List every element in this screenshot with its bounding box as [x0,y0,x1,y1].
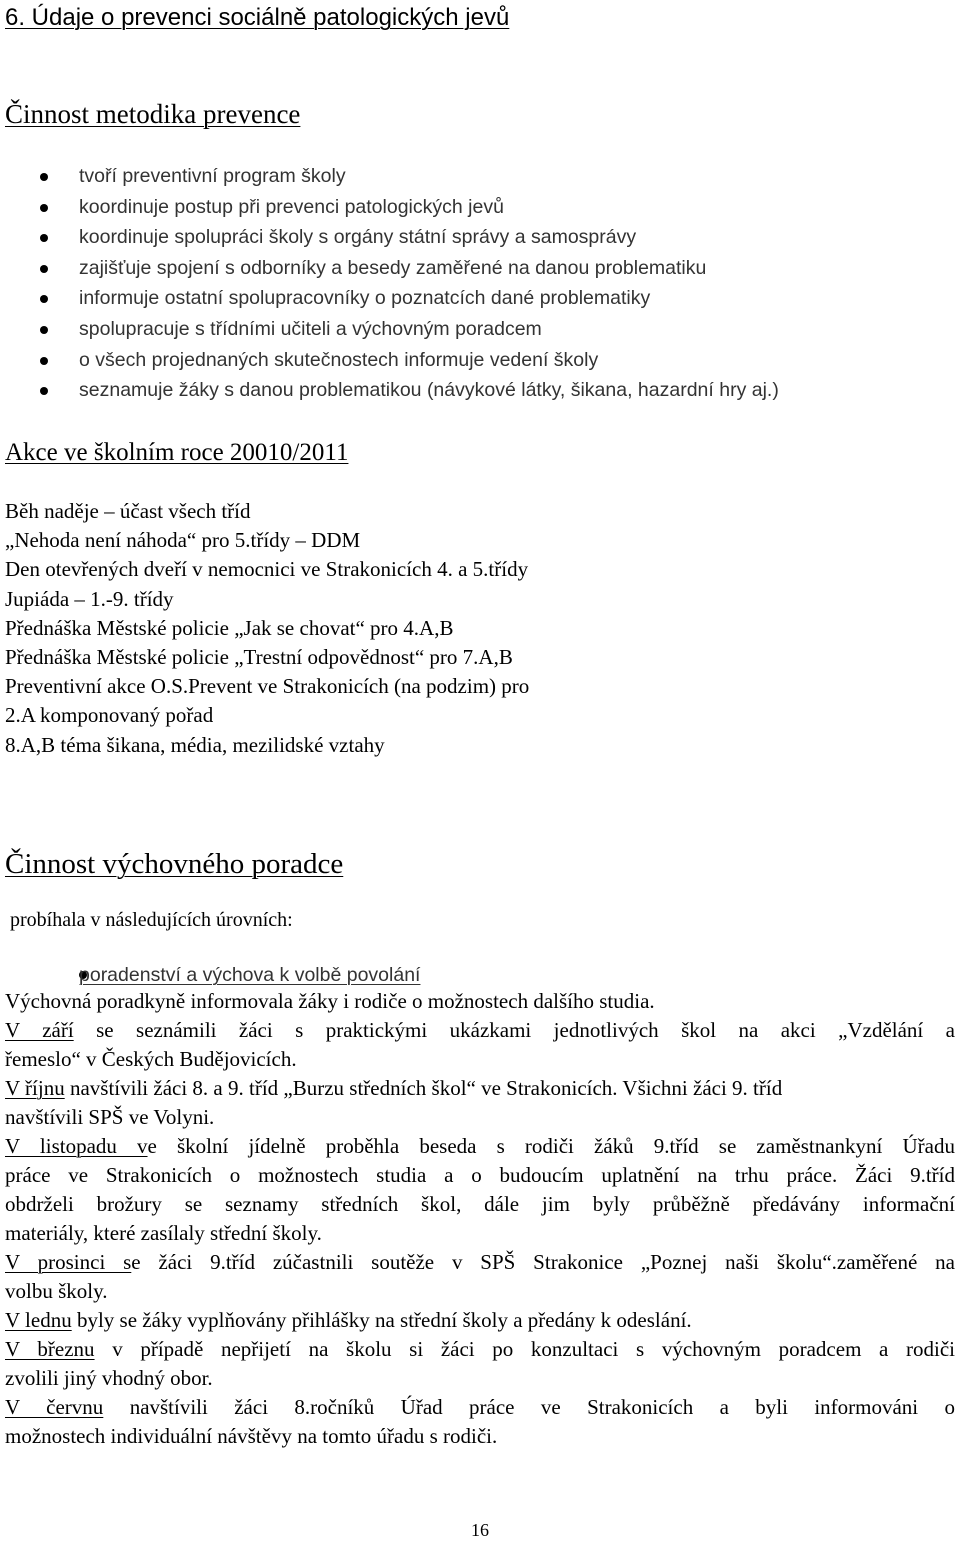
paragraph-line: V prosinci se žáci 9.tříd zúčastnili soutěže v SPŠ Strakonice „Poznej naši školu“.zaměřené na [5,1250,955,1274]
paragraph-line: V listopadu ve školní jídelně proběhla beseda s rodiči žáků 9.tříd se zaměstnankyní Úřadu [5,1134,955,1158]
akce-line: Jupiáda – 1.-9. třídy [5,586,174,611]
bullet-icon [40,387,48,395]
page-number: 16 [471,1520,489,1540]
document-title: 6. Údaje o prevenci sociálně patologických jevů [5,4,510,31]
paragraph-line: navštívili SPŠ ve Volyni. [5,1105,215,1129]
vychovny-paragraphs [5,987,955,1451]
paragraph-line: materiály, které zasílaly střední školy. [5,1221,322,1245]
akce-line: Běh naděje – účast všech tříd [5,499,251,523]
section-heading-vychovny: Činnost výchovného poradce [5,848,344,880]
akce-line: Preventivní akce O.S.Prevent ve Strakonicích (na podzim) pro [5,674,530,699]
list-item: o všech projednaných skutečnostech informuje vedení školy [0,345,960,376]
bullet-icon [40,326,48,334]
vychovny-bullet [0,960,960,990]
list-item: seznamuje žáky s danou problematikou (návykové látky, šikana, hazardní hry aj.) [0,375,960,406]
bullet-icon [40,173,48,181]
paragraph-line: obdrželi brožury se seznamy středních škol, dále jim byly průběžně předávány informační [5,1192,955,1216]
akce-line: Přednáška Městské policie „Jak se chovat“ pro 4.A,B [5,615,454,640]
vychovny-bullet-text: poradenství a výchova k volbě povolání [79,964,421,986]
list-item: zajišťuje spojení s odborníky a besedy zaměřené na danou problematiku [0,253,960,284]
list-item: spolupracuje s třídními učiteli a výchovným poradcem [0,314,960,345]
akce-line: 2.A komponovaný pořad [5,703,214,728]
bullet-icon [40,204,48,212]
metodik-duties-list [0,161,960,406]
akce-list [5,497,955,760]
paragraph-line: Výchovná poradkyně informovala žáky i rodiče o možnostech dalšího studia. [5,989,655,1013]
bullet-icon [40,265,48,273]
akce-line: Den otevřených dveří v nemocnici ve Strakonicích 4. a 5.třídy [5,557,529,582]
list-item: informuje ostatní spolupracovníky o poznatcích dané problematiky [0,283,960,314]
paragraph-line: práce ve Strakonicích o možnostech studia a o budoucím uplatnění na trhu práce. Žáci 9.tříd [5,1163,955,1187]
vychovny-intro: probíhala v následujících úrovních: [10,909,293,931]
list-item: tvoří preventivní program školy [0,161,960,192]
section-heading-akce: Akce ve školním roce 20010/2011 [5,439,349,466]
paragraph-line: možnostech individuální návštěvy na tomto úřadu s rodiči. [5,1424,498,1448]
list-item: koordinuje spolupráci školy s orgány státní správy a samosprávy [0,222,960,253]
list-item: koordinuje postup při prevenci patologických jevů [0,192,960,223]
akce-line: Přednáška Městské policie „Trestní odpovědnost“ pro 7.A,B [5,644,513,669]
akce-line: „Nehoda není náhoda“ pro 5.třídy – DDM [5,528,361,553]
paragraph-line: V červnu navštívili žáci 8.ročníků Úřad práce ve Strakonicích a byli informováni o [5,1395,956,1419]
paragraph-line: V září se seznámili žáci s praktickými ukázkami jednotlivých škol na akci „Vzdělání a [5,1018,955,1042]
akce-line: 8.A,B téma šikana, média, mezilidské vztahy [5,732,385,757]
section-heading-metodik: Činnost metodika prevence [5,99,301,129]
bullet-icon [40,234,48,242]
paragraph-line: zvolili jiný vhodný obor. [5,1366,213,1390]
bullet-icon [40,295,48,303]
paragraph-line: řemeslo“ v Českých Budějovicích. [5,1047,297,1071]
paragraph-line: V říjnu navštívili žáci 8. a 9. tříd „Burzu středních škol“ ve Strakonicích. Všichni žáci 9. tříd [5,1076,783,1100]
paragraph-line: V lednu byly se žáky vyplňovány přihlášky na střední školy a předány k odeslání. [5,1308,692,1332]
paragraph-line: V březnu v případě nepřijetí na školu si žáci po konzultaci s výchovným poradcem a rodiči [5,1337,955,1361]
paragraph-line: volbu školy. [5,1279,108,1303]
bullet-icon [40,357,48,365]
